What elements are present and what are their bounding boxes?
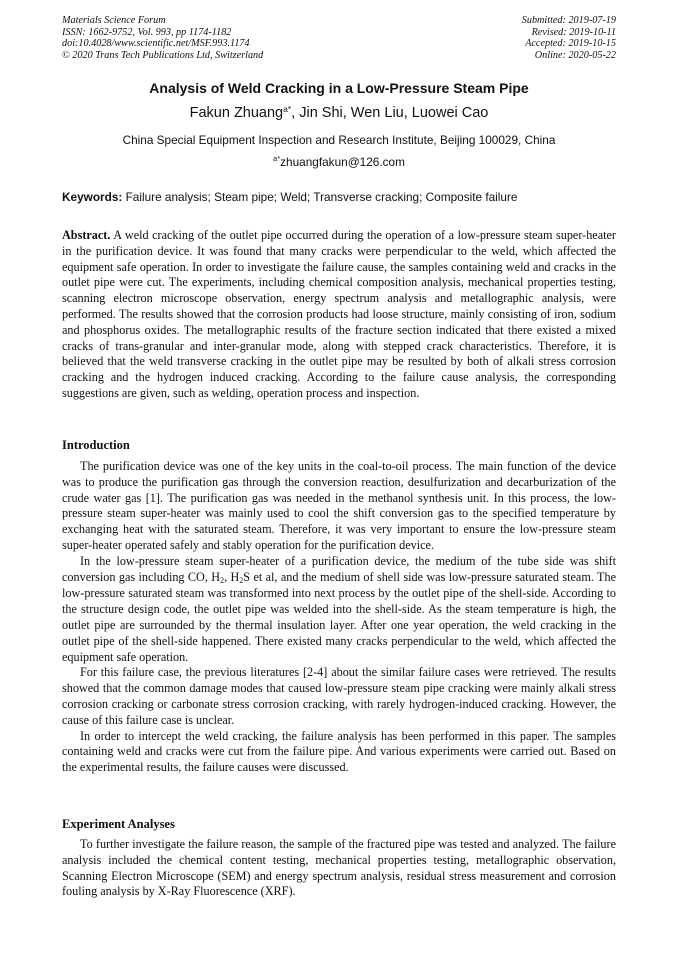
- subscript-h2: 2: [220, 575, 225, 585]
- affiliation: China Special Equipment Inspection and Research Institute, Beijing 100029, China: [122, 133, 556, 147]
- experiment-body: [62, 837, 616, 900]
- experiment-heading: Experiment Analyses: [62, 817, 175, 831]
- journal-doi: doi:10.4028/www.scientific.net/MSF.993.1174: [62, 38, 250, 50]
- experiment-paragraph-1: To further investigate the failure reason, the sample of the fractured pipe was tested and analyzed. The failure analysis included the chemical content testing, mechanical properties testing, metallographic observation, Scanning Electron Microscope (SEM) and energy spectrum analysis, residual stress measurement and corrosion fouling analysis by X-Ray Fluorescence (XRF).: [62, 837, 616, 899]
- introduction-body: [62, 459, 616, 776]
- date-online: Online: 2020-05-22: [534, 49, 616, 61]
- date-revised: Revised: 2019-10-11: [531, 26, 616, 38]
- intro-paragraph-4: In order to intercept the weld cracking, the failure analysis has been performed in this paper. The samples containing weld and cracks were cut from the failure pipe. And various experiments were carried out. Based on the experimental results, the failure causes were discussed.: [62, 728, 616, 775]
- abstract: [62, 228, 616, 402]
- subscript-h2s: 2: [239, 575, 244, 585]
- corresponding-email: [0, 155, 678, 169]
- intro-p2-part-b: , H: [224, 569, 240, 584]
- paper-title: Analysis of Weld Cracking in a Low-Pressure Steam Pipe: [149, 80, 529, 96]
- intro-p2-part-a: In the low-pressure steam super-heater of a purification device, the medium of the tube side was shift conversion gas including CO, H: [62, 553, 616, 584]
- intro-paragraph-1: The purification device was one of the key units in the coal-to-oil process. The main function of the device was to produce the purification gas through the conversion reaction, desulfurization and decarburization of the crude water gas [1]. The purification gas was needed in the methanol synthesis unit. In this process, the low-pressure steam super-heater was mainly used to cool the shift conversion gas to the specified temperature by exchanging heat with the saturated steam. Therefore, it was very important to ensure the low-pressure steam super-heater operated safely and stably operation for the purification device.: [62, 459, 616, 552]
- date-submitted: Submitted: 2019-07-19: [521, 15, 616, 26]
- journal-copyright: © 2020 Trans Tech Publications Ltd, Switzerland: [62, 49, 264, 61]
- abstract-text: A weld cracking of the outlet pipe occurred during the operation of a low-pressure steam super-heater in the purification device. It was found that many cracks were perpendicular to the weld, which affected the equipment safe operation. In order to investigate the failure cause, the samples containing weld and cracks in the outlet pipe were cut. The experiments, including chemical composition analysis, mechanical properties testing, scanning electron microscope observation, energy spectrum analysis and metallographic analysis, were performed. The results showed that the corrosion products had loose structure, mainly consisting of iron, sodium and phosphorus oxides. The metallographic results of the fracture section indicated that there existed a mixed cracks of trans-granular and inter-granular mode, along with stepped crack characteristics. Therefore, it is believed that the weld transverse cracking in the outlet pipe may be resulted by both of alkali stress corrosion cracking and the hydrogen induced cracking. According to the failure cause analysis, the corresponding suggestions are given, such as welding, operation process and inspection.: [62, 228, 616, 400]
- first-author: Fakun Zhuang: [189, 105, 284, 121]
- other-authors: , Jin Shi, Wen Liu, Luowei Cao: [291, 105, 489, 121]
- introduction-heading: Introduction: [62, 438, 130, 452]
- first-author-marker: a*: [283, 104, 292, 114]
- intro-paragraph-3: For this failure case, the previous literatures [2-4] about the similar failure cases were retrieved. The results showed that the common damage modes that caused low-pressure steam pipe cracking were mainly alkali stress corrosion cracking or carbonate stress corrosion cracking, with rarely hydrogen-induced cracking. However, the cause of this failure case is unclear.: [62, 665, 616, 727]
- keywords: [62, 190, 616, 204]
- journal-issn: ISSN: 1662-9752, Vol. 993, pp 1174-1182: [62, 26, 232, 38]
- journal-info: [62, 15, 263, 61]
- intro-paragraph-2: [62, 554, 616, 666]
- email-marker: a*: [273, 154, 281, 163]
- submission-dates: [522, 15, 616, 61]
- author-list: [0, 105, 678, 121]
- keywords-text: Failure analysis; Steam pipe; Weld; Transverse cracking; Composite failure: [122, 190, 518, 204]
- journal-name: Materials Science Forum: [62, 15, 166, 26]
- date-accepted: Accepted: 2019-10-15: [525, 38, 616, 50]
- intro-p2-part-c: S et al, and the medium of shell side was low-pressure saturated steam. The low-pressure saturated steam was transformed into next process by the outlet pipe of the shell-side. According to the structure design code, the outlet pipe was welded into the shell-side. As the steam temperature is high, the outlet pipe are surrounded by the thermal insulation layer. After one year operation, the weld cracking in the outlet pipe of the shell-side happened. There existed many cracks perpendicular to the weld, which affected the equipment safe operation.: [62, 569, 616, 664]
- abstract-label: Abstract.: [62, 228, 111, 242]
- keywords-label: Keywords:: [62, 190, 123, 204]
- email-address: zhuangfakun@126.com: [280, 155, 405, 169]
